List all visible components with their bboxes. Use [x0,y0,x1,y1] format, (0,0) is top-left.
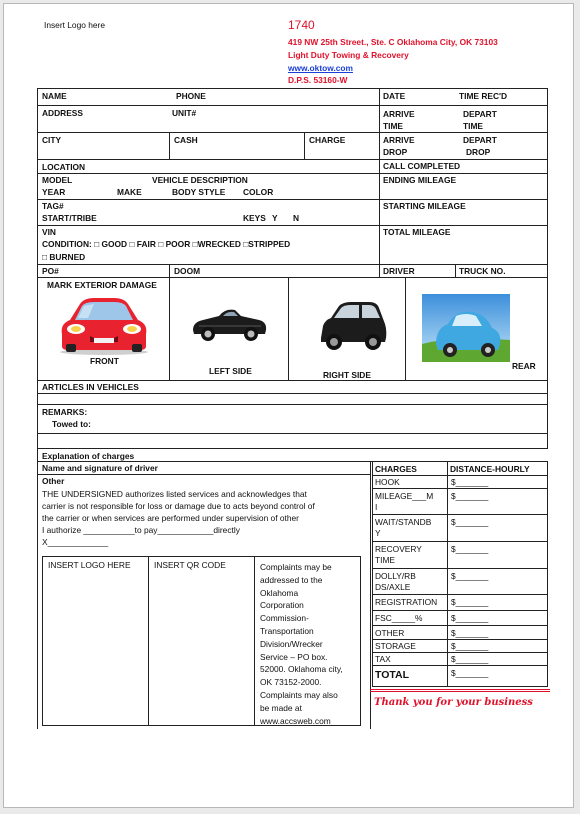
complaints-line: Complaints may be [260,562,332,572]
charge-row-label: RECOVERY [375,544,422,554]
model-label: MODEL [42,175,73,185]
rule [37,132,548,133]
charge-row-label: STORAGE [375,641,416,651]
table-border-right [547,88,548,449]
charge-row-value[interactable]: $_______ [451,477,489,487]
charge-row-label-cont: TIME [375,555,396,565]
rule [372,652,548,653]
complaints-line: Transportation [260,625,314,636]
complaints-line: Service – PO box. [260,651,328,662]
charge-row-value[interactable]: $_______ [451,571,489,581]
total-mileage-label: TOTAL MILEAGE [383,227,451,237]
keys-yes-option[interactable]: Y [272,213,278,223]
company-address: 419 NW 25th Street., Ste. C Oklahoma City, OK 73103 [288,37,498,47]
company-website-link[interactable]: www.oktow.com [288,63,353,73]
ending-mileage-label: ENDING MILEAGE [383,175,457,185]
rule [372,488,548,489]
complaints-line: 52000. Oklahoma city, [260,664,343,675]
charge-row-label: MILEAGE___M [375,491,434,501]
date-label: DATE [383,91,406,101]
lower-border-left [37,448,38,729]
charge-row-value[interactable]: $_______ [451,491,489,501]
charges-header: CHARGES [375,464,417,474]
front-car-image[interactable] [54,294,154,356]
rule [37,173,548,174]
rule [372,568,548,569]
signature-x-line[interactable]: X_____________ [42,537,109,547]
insert-qr-code-cell[interactable]: INSERT QR CODE [154,560,226,570]
doom-label: DOOM [174,266,201,276]
rule [37,404,548,405]
keys-no-option[interactable]: N [293,213,300,223]
distance-hourly-header: DISTANCE-HOURLY [450,464,530,474]
column-divider [405,277,406,380]
rule [37,88,548,89]
depart-drop-sub: DROP [466,147,491,157]
rule [37,474,371,475]
charge-row-value[interactable]: $_______ [451,641,489,651]
rule [37,264,548,265]
logo-placeholder: Insert Logo here [44,20,105,30]
complaints-line: Oklahoma [260,587,299,598]
rule [372,625,548,626]
towed-to-label: Towed to: [52,419,91,429]
remarks-label: REMARKS: [42,407,88,417]
rule [37,159,548,160]
articles-label: ARTICLES IN VEHICLES [42,382,139,392]
authorization-line-1: THE UNDERSIGNED authorizes listed services and acknowledges that [42,489,307,499]
charge-row-label-cont: DS/AXLE [375,582,411,592]
charges-col-divider [447,461,448,687]
depart-drop-label: DEPART [463,135,497,145]
right-side-label: RIGHT SIDE [323,370,371,380]
charge-row-label: DOLLY/RB [375,571,416,581]
front-label: FRONT [90,356,119,366]
rule [37,199,548,200]
charge-label: CHARGE [309,135,346,145]
rule [37,393,548,394]
charge-row-label: HOOK [375,477,400,487]
complaints-line: OK 73152-2000. [260,677,322,688]
unit-label: UNIT# [172,108,197,118]
arrive-time-label: TIME [383,121,404,131]
rule [37,433,548,434]
charge-row-label-cont: Y [375,528,381,538]
rule [372,514,548,515]
complaints-line: Commission- [260,613,309,624]
charge-row-value[interactable]: $_______ [451,654,489,664]
column-divider [304,132,305,159]
left-side-label: LEFT SIDE [209,366,252,376]
mark-exterior-damage-title: MARK EXTERIOR DAMAGE [47,280,157,290]
rule [37,448,548,449]
insert-logo-cell[interactable]: INSERT LOGO HERE [48,560,131,570]
charge-row-label: OTHER [375,628,405,638]
column-divider [254,556,255,726]
phone-label: PHONE [176,91,206,101]
company-name: Light Duty Towing & Recovery [288,50,409,60]
condition-options[interactable]: CONDITION: □ GOOD □ FAIR □ POOR □WRECKED □STRIPPED [42,239,291,249]
other-label: Other [42,476,65,486]
vehicle-description-label: VEHICLE DESCRIPTION [152,175,248,185]
address-label: ADDRESS [42,108,83,118]
signature-label: Name and signature of driver [42,463,158,473]
table-border-left [37,88,38,449]
column-divider [288,277,289,380]
dps-number: D.P.S. 53160-W [288,75,348,85]
depart-label: DEPART [463,109,497,119]
condition-burned-option[interactable]: □ BURNED [42,252,86,262]
depart-time-label: TIME [463,121,484,131]
rule [37,105,548,106]
charge-row-value[interactable]: $_______ [451,628,489,638]
rule [37,277,548,278]
column-divider [379,88,380,277]
year-label: YEAR [42,187,66,197]
driver-label: DRIVER [383,266,415,276]
column-divider [148,556,149,726]
charge-row-label: WAIT/STANDB [375,517,432,527]
column-divider [169,132,170,159]
charge-row-value[interactable]: $_______ [451,613,489,623]
rule [372,594,548,595]
cash-label: CASH [174,135,198,145]
rule [37,225,548,226]
make-label: MAKE [117,187,142,197]
complaints-line: Complaints may also [260,689,338,700]
arrive-label: ARRIVE [383,109,415,119]
po-label: PO# [42,266,59,276]
rule [372,541,548,542]
truck-no-label: TRUCK NO. [459,266,506,276]
arrive-drop-sub: DROP [383,147,408,157]
complaints-line-link[interactable]: www.accsweb.com [260,715,331,726]
rule [372,639,548,640]
color-label: COLOR [243,187,274,197]
right-side-car-image[interactable] [317,300,389,354]
city-label: CITY [42,135,62,145]
total-label: TOTAL [375,669,410,681]
time-recd-label: TIME REC'D [459,91,508,101]
keys-label: KEYS [243,213,266,223]
thanks-rule-red [370,689,550,690]
invoice-number: 1740 [288,18,315,32]
starting-mileage-label: STARTING MILEAGE [383,201,466,211]
complaints-line: Corporation [260,600,304,611]
complaints-line: Division/Wrecker [260,638,323,649]
tag-label: TAG# [42,201,64,211]
authorization-line-4[interactable]: I authorize ___________to pay____________directly [42,525,240,535]
authorization-line-2: carrier is not responsible for loss or damage due to acts beyond control of [42,501,315,511]
name-label: NAME [42,91,67,101]
body-style-label: BODY STYLE [172,187,226,197]
charge-row-label: TAX [375,654,391,664]
tow-invoice-page [3,3,574,808]
column-divider [169,277,170,380]
complaints-line: be made at [260,702,302,713]
charge-row-value[interactable]: $_______ [451,597,489,607]
charge-row-label: REGISTRATION [375,597,438,607]
charge-row-label[interactable]: FSC_____% [375,613,423,623]
left-side-car-image[interactable] [189,304,269,344]
location-label: LOCATION [42,162,86,172]
complaints-line: addressed to the [260,574,323,585]
total-value[interactable]: $_______ [451,668,489,678]
charge-row-value[interactable]: $_______ [451,544,489,554]
rear-car-image[interactable] [422,294,510,362]
vin-label: VIN [42,227,56,237]
start-tribe-label: START/TRIBE [42,213,97,223]
charge-row-value[interactable]: $_______ [451,517,489,527]
thank-you-note: Thank you for your business [374,697,533,708]
rule [37,380,548,381]
rule [372,475,548,476]
rule [372,665,548,666]
call-completed-label: CALL COMPLETED [383,161,461,171]
charge-row-label-cont: I [375,502,378,512]
thanks-rule-red [370,691,550,692]
authorization-line-3: the carrier or when services are performed under supervision of other [42,513,299,523]
rear-label: REAR [512,361,536,371]
column-divider [169,264,170,277]
rule [372,610,548,611]
complaints-text [260,561,343,727]
arrive-drop-label: ARRIVE [383,135,415,145]
column-divider [455,264,456,277]
explanation-label: Explanation of charges [42,451,135,461]
